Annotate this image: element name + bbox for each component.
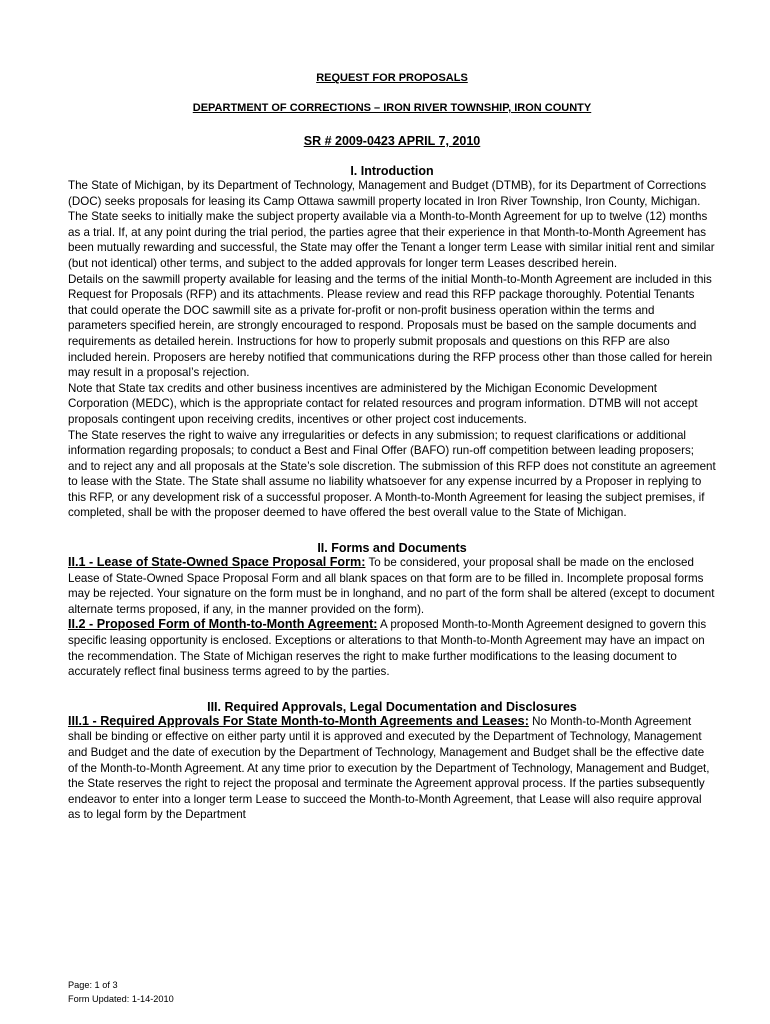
intro-paragraph: Note that State tax credits and other business incentives are administered by the Michigan Economic Development Corporation (MEDC), which is the appropriate contact for related resources and program information. DTMB will not accept proposals contingent upon receiving credits, incentives or other project cost inducements. [68,381,698,426]
subsection-proposal-form [68,555,716,617]
sr-number-date: SR # 2009-0423 APRIL 7, 2010 [303,134,481,148]
form-updated-date: Form Updated: 1-14-2010 [68,994,174,1004]
page-number: Page: 1 of 3 [68,980,118,990]
intro-paragraph: The State reserves the right to waive any irregularities or defects in any submission; to request clarifications or additional information regarding proposals; to conduct a Best and Final Offer (BAFO) run-off competition between leading proposers; and to reject any and all proposals at the State’s sole discretion. The submission of this RFP does not constitute an agreement to lease with the State. The State shall assume no liability whatsoever for any expense incurred by a Proposer in replying to this RFP, or any development risk of a successful proposer. A Month-to-Month Agreement for leasing the subject premises, if completed, shall be with the proposer deemed to have offered the best overall value to the State of Michigan. [68,428,716,520]
intro-paragraph: Details on the sawmill property available for leasing and the terms of the initial Month-to-Month Agreement are included in this Request for Proposals (RFP) and its attachments. Please review and read this RFP package thoroughly. Potential Tenants that could operate the DOC sawmill site as a private for-profit or non-profit business operation within the terms and parameters specified herein, are strongly encouraged to respond. Proposals must be based on the sample documents and requirements as detailed herein. Instructions for how to properly submit proposals and questions on this RFP are also included herein. Proposers are hereby notified that communications during the RFP process other than those called for herein may result in a proposal’s rejection. [68,272,713,380]
subsection-text: To be considered, your proposal shall be made on the enclosed Lease of State-Owned Space Proposal Form and all blank spaces on that form are to be filled in. Incomplete proposal forms may be rejected. Your signature on the form must be in longhand, and no part of the form shall be altered (except to document alternate terms proposed, if any, in the manner provided on the form). [68,556,715,616]
department-line: DEPARTMENT OF CORRECTIONS – IRON RIVER TOWNSHIP, IRON COUNTY [192,102,592,114]
intro-paragraph: The State of Michigan, by its Department of Technology, Management and Budget (DTMB), for its Department of Corrections (DOC) seeks proposals for leasing its Camp Ottawa sawmill property located in Iron River Township, Iron County, Michigan. The State seeks to initially make the subject property available via a Month-to-Month Agreement for up to twelve (12) months as a trial. If, at any point during the trial period, the parties agree that their experience in that Month-to-Month Agreement has been mutually rewarding and successful, the State may offer the Tenant a longer term Lease with similar initial rent and similar (but not identical) other terms, and subject to the added approvals for longer term Leases described herein. [68,179,715,270]
subsection-label: II.2 - Proposed Form of Month-to-Month Agreement: [68,617,378,632]
section-heading-forms: II. Forms and Documents [317,541,467,556]
section-heading-approvals: III. Required Approvals, Legal Documentation and Disclosures [207,699,577,714]
subsection-text: A proposed Month-to-Month Agreement designed to govern this specific leasing opportunity is enclosed. Exceptions or alterations to that Month-to-Month Agreement may have an impact on the recommendation. The State of Michigan reserves the right to make further modifications to the leasing document to accurately reflect final business terms agreed to by the parties. [68,618,707,679]
subsection-label: III.1 - Required Approvals For State Month-to-Month Agreements and Leases: [68,713,529,728]
subsection-label: II.1 - Lease of State-Owned Space Proposal Form: [68,555,366,570]
subsection-month-agreement [68,617,716,679]
page-footer [68,978,174,1006]
subsection-text: No Month-to-Month Agreement shall be binding or effective on either party until it is approved and executed by the Department of Technology, Management and Budget and the date of execution by the Department of Technology, Management and Budget shall be the effective date of the Month-to-Month Agreement. At any time prior to execution by the Department of Technology, Management and Budget, the State reserves the right to reject the proposal and terminate the Agreement approval process. If the parties subsequently endeavor to enter into a longer term Lease to succeed the Month-to-Month Agreement, that Lease will also require approval as to legal form by the Department [68,714,710,822]
document-page [68,60,716,823]
section-heading-introduction: I. Introduction [350,164,434,178]
subsection-required-approvals [68,714,716,823]
document-title: REQUEST FOR PROPOSALS [316,72,468,84]
